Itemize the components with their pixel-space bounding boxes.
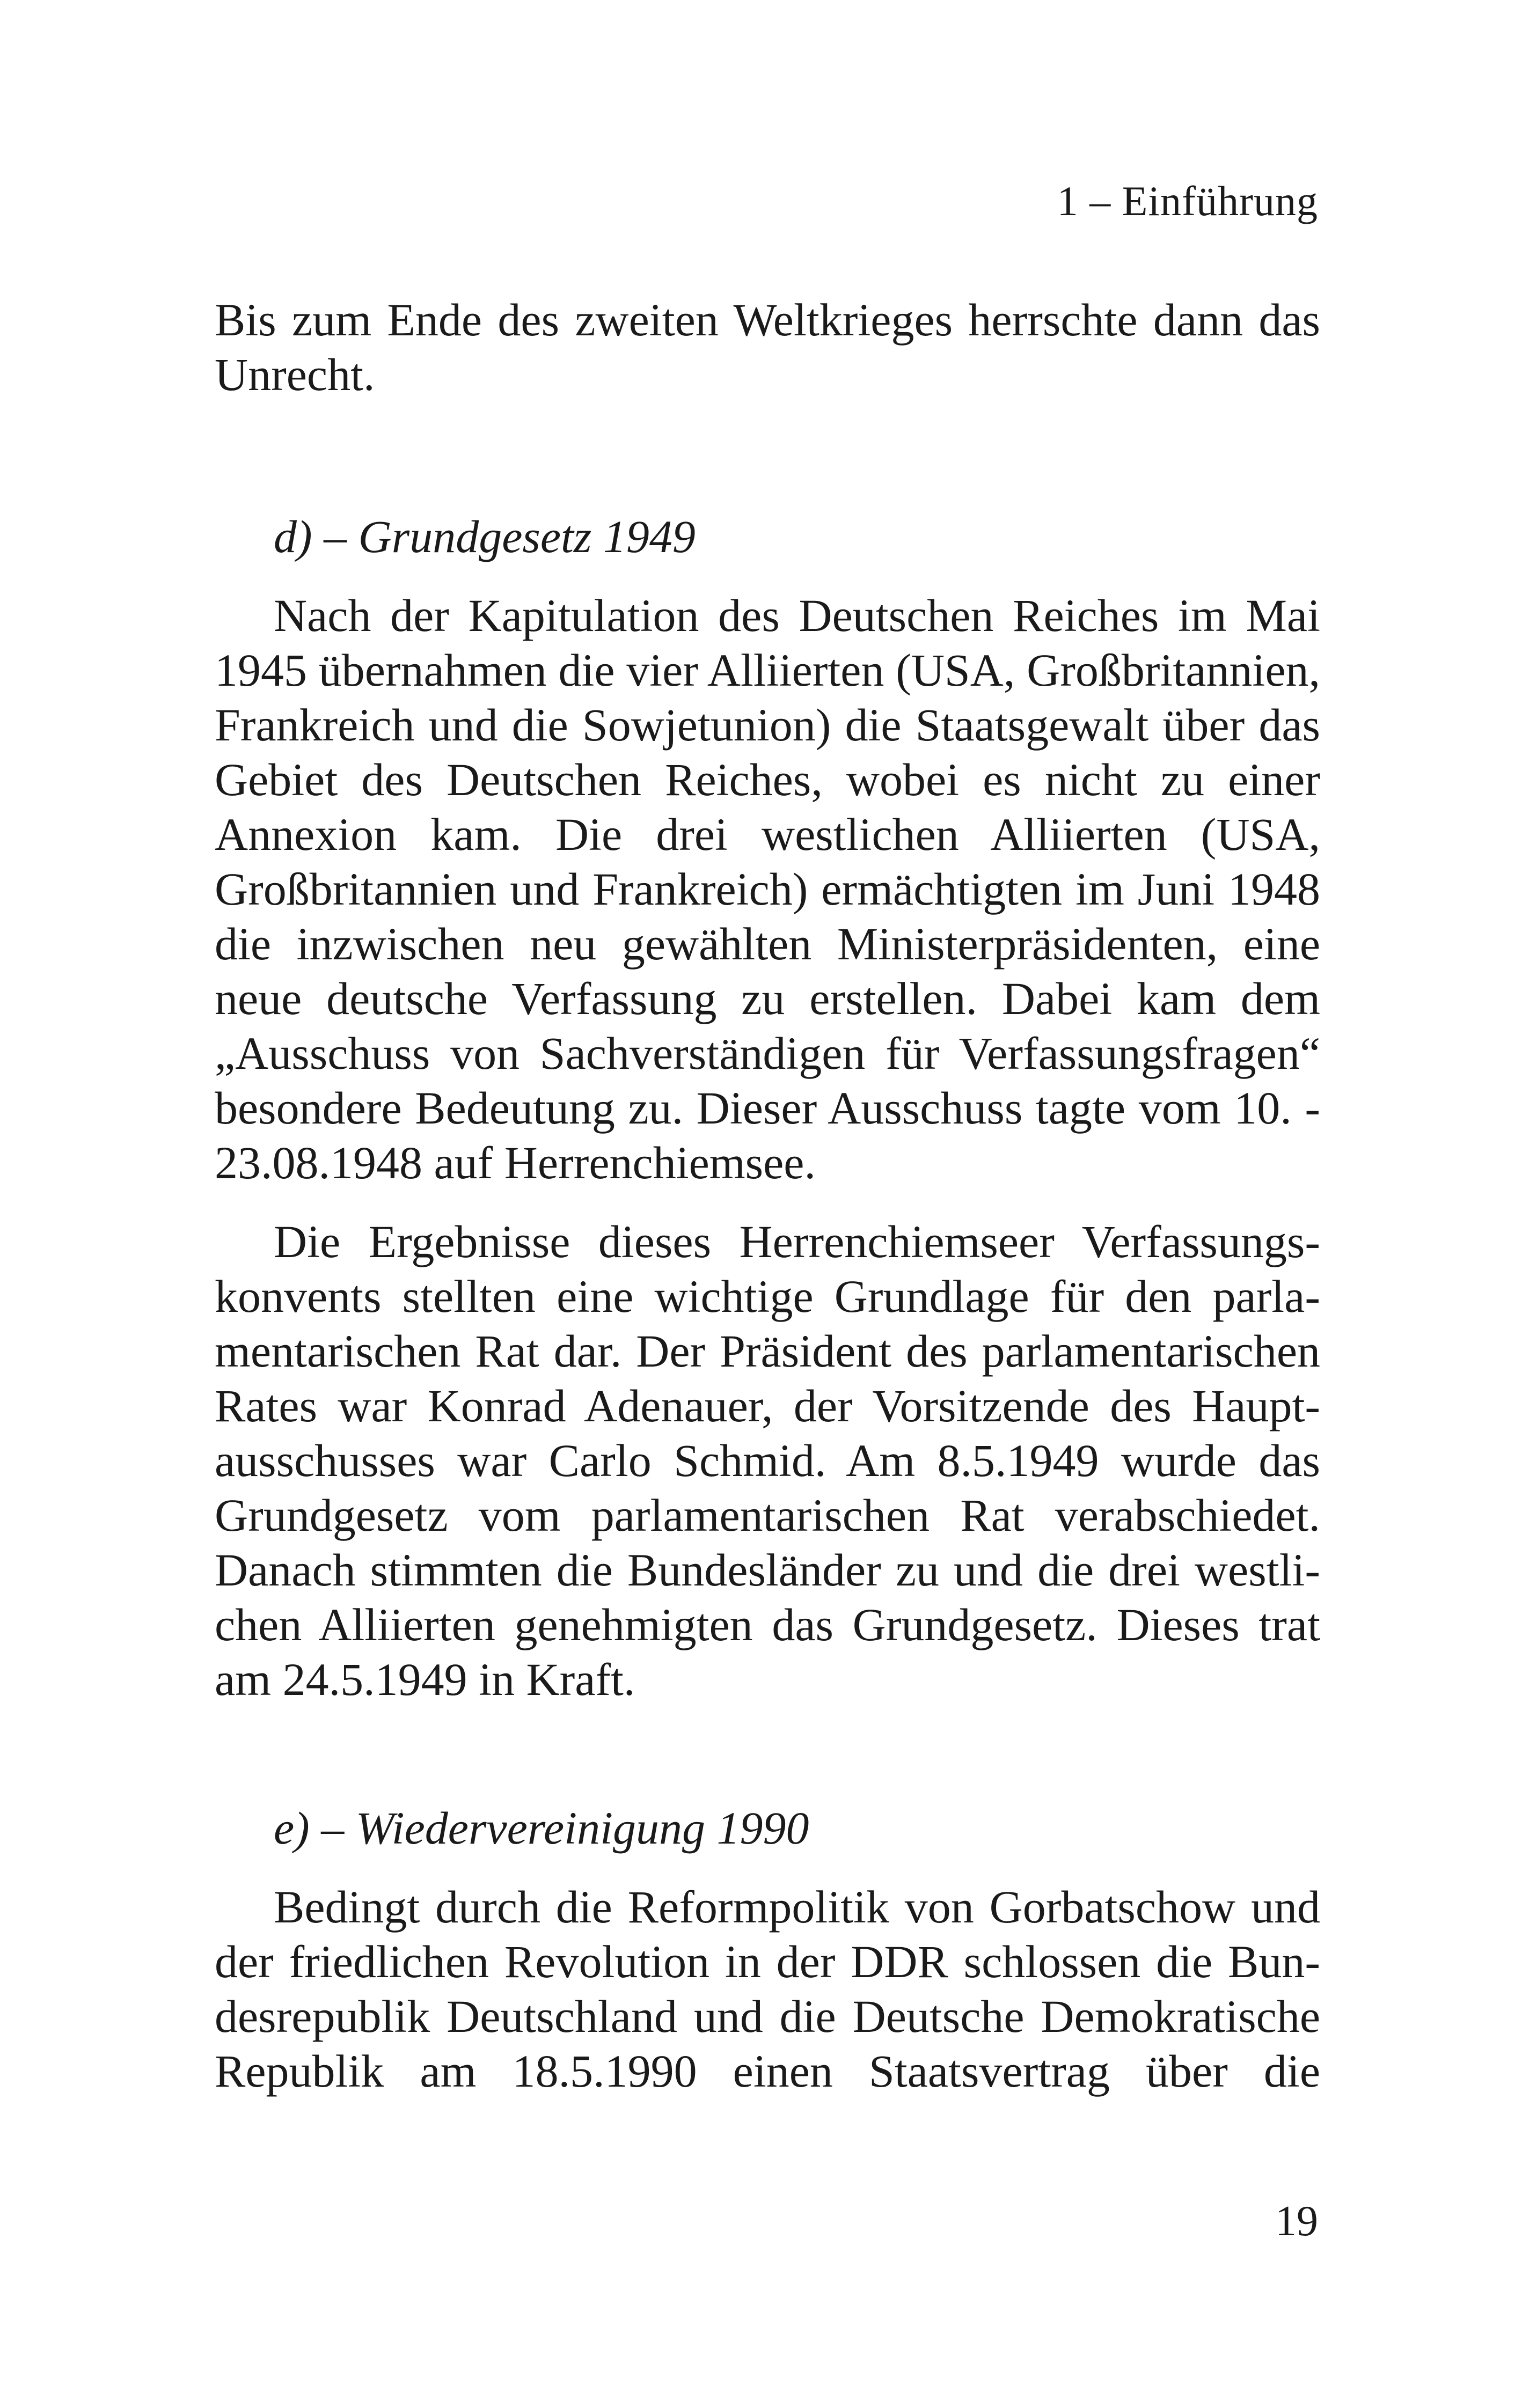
page-number: 19 bbox=[1275, 2198, 1318, 2245]
paragraph-wiedervereinigung-1: Bedingt durch die Reformpolitik von Gorbatschow und der friedlichen Revolution in der DDR schlossen die Bundesrepublik Deutschland und die Deutsche Demokratische Republik am 18.5.1990 einen Staatsvertrag über die bbox=[215, 1881, 1320, 2097]
section-heading-wiedervereinigung: e) – Wiedervereinigung 1990 bbox=[274, 1802, 809, 1854]
paragraph-grundgesetz-1: Nach der Kapitulation des Deutschen Reiches im Mai 1945 übernahmen die vier Alliierten (USA, Großbritannien, Frankreich und die Sowjetunion) die Staatsgewalt über das Gebiet des Deutschen Reiches, wobei es nicht zu einer Annexion kam. Die drei westlichen Alliierten (USA, Großbritannien und Frankreich) ermächtigten im Juni 1948 die inzwischen neu gewählten Ministerpräsidenten, eine neue deutsche Verfassung zu erstellen. Dabei kam dem „Ausschuss von Sachverständigen für Verfassungsfragen“ besondere Bedeutung zu. Dieser Ausschuss tagte vom 10. - 23.08.1948 auf Herrenchiemsee. bbox=[215, 590, 1320, 1188]
paragraph-intro: Bis zum Ende des zweiten Weltkrieges herrschte dann das Unrecht. bbox=[215, 294, 1320, 400]
paragraph-grundgesetz-2: Die Ergebnisse dieses Herrenchiemseer Verfassungskonvents stellten eine wichtige Grundlage für den parlamentarischen Rat dar. Der Präsident des parlamentarischen Rates war Konrad Adenauer, der Vorsitzende des Hauptausschusses war Carlo Schmid. Am 8.5.1949 wurde das Grundgesetz vom parlamentarischen Rat verabschiedet. Danach stimmten die Bundesländer zu und die drei westlichen Alliierten genehmigten das Grundgesetz. Dieses trat am 24.5.1949 in Kraft. bbox=[215, 1216, 1320, 1705]
page-body bbox=[215, 292, 1320, 2098]
section-heading-grundgesetz: d) – Grundgesetz 1949 bbox=[274, 511, 696, 562]
running-head: 1 – Einführung bbox=[1057, 178, 1318, 224]
